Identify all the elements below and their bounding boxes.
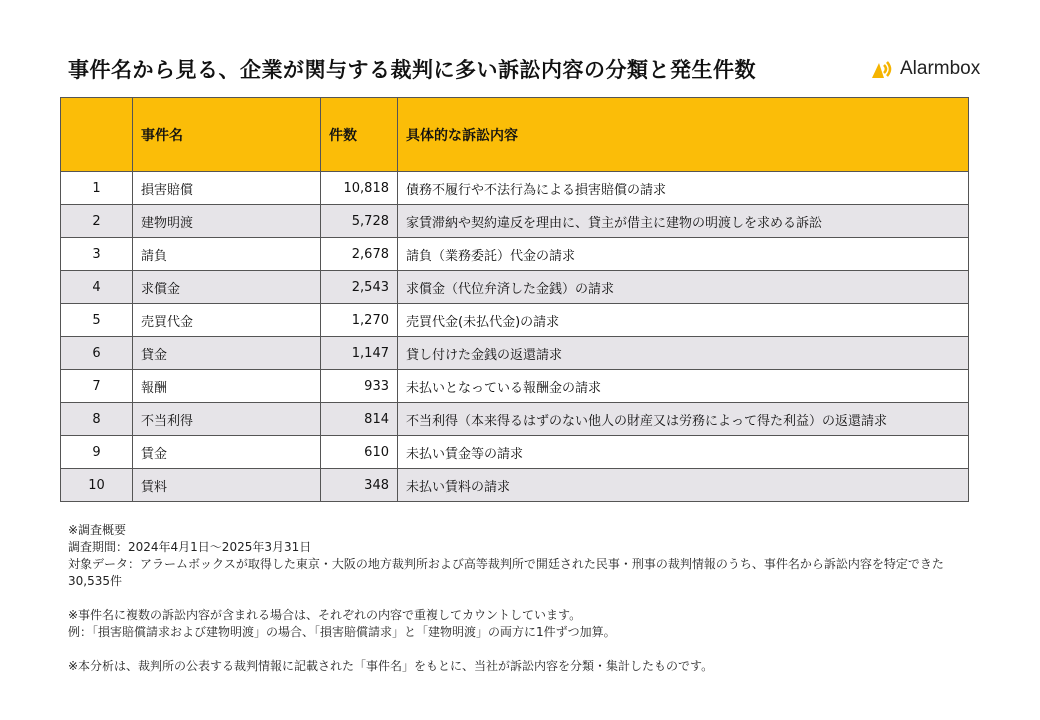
table-row xyxy=(61,271,969,304)
case-name-cell: 賃料 xyxy=(133,469,321,502)
rank-cell: 2 xyxy=(61,205,133,238)
notes-target: 対象データ：アラームボックスが取得した東京・大阪の地方裁判所および高等裁判所で開廷された民事・刑事の裁判情報のうち、事件名から訴訟内容を特定できた30,535件 xyxy=(68,557,944,588)
rank-cell: 10 xyxy=(61,469,133,502)
count-cell: 1,270 xyxy=(321,304,398,337)
detail-cell: 未払い賃金等の請求 xyxy=(398,436,969,469)
logo-text: Alarmbox xyxy=(900,58,981,79)
count-cell: 610 xyxy=(321,436,398,469)
rank-cell: 9 xyxy=(61,436,133,469)
page-title: 事件名から見る、企業が関与する裁判に多い訴訟内容の分類と発生件数 xyxy=(68,58,756,82)
table-row xyxy=(61,238,969,271)
table-row xyxy=(61,403,969,436)
case-name-cell: 請負 xyxy=(133,238,321,271)
count-cell: 2,543 xyxy=(321,271,398,304)
count-cell: 814 xyxy=(321,403,398,436)
case-name-cell: 売買代金 xyxy=(133,304,321,337)
col-rank xyxy=(61,98,133,172)
notes-period: 調査期間：2024年4月1日〜2025年3月31日 xyxy=(68,540,312,554)
rank-cell: 8 xyxy=(61,403,133,436)
rank-cell: 4 xyxy=(61,271,133,304)
case-name-cell: 報酬 xyxy=(133,370,321,403)
col-count: 件数 xyxy=(321,98,398,172)
detail-cell: 不当利得（本来得るはずのない他人の財産又は労務によって得た利益）の返還請求 xyxy=(398,403,969,436)
count-cell: 5,728 xyxy=(321,205,398,238)
rank-cell: 6 xyxy=(61,337,133,370)
rank-cell: 5 xyxy=(61,304,133,337)
table-row xyxy=(61,337,969,370)
detail-cell: 債務不履行や不法行為による損害賠償の請求 xyxy=(398,172,969,205)
case-name-cell: 賃金 xyxy=(133,436,321,469)
col-detail: 具体的な訴訟内容 xyxy=(398,98,969,172)
table-row xyxy=(61,370,969,403)
rank-cell: 3 xyxy=(61,238,133,271)
table-row xyxy=(61,436,969,469)
table-row xyxy=(61,172,969,205)
lawsuit-table xyxy=(60,97,969,502)
count-cell: 348 xyxy=(321,469,398,502)
detail-cell: 未払い賃料の請求 xyxy=(398,469,969,502)
detail-cell: 貸し付けた金銭の返還請求 xyxy=(398,337,969,370)
case-name-cell: 求償金 xyxy=(133,271,321,304)
rank-cell: 1 xyxy=(61,172,133,205)
case-name-cell: 不当利得 xyxy=(133,403,321,436)
detail-cell: 未払いとなっている報酬金の請求 xyxy=(398,370,969,403)
notes-duplicate: ※事件名に複数の訴訟内容が含まれる場合は、それぞれの内容で重複してカウントしています。 xyxy=(68,608,582,622)
case-name-cell: 損害賠償 xyxy=(133,172,321,205)
count-cell: 2,678 xyxy=(321,238,398,271)
table-row xyxy=(61,469,969,502)
notes-heading: ※調査概要 xyxy=(68,523,127,537)
alarm-signal-icon xyxy=(870,59,896,79)
detail-cell: 求償金（代位弁済した金銭）の請求 xyxy=(398,271,969,304)
table-row xyxy=(61,304,969,337)
rank-cell: 7 xyxy=(61,370,133,403)
detail-cell: 売買代金(未払代金)の請求 xyxy=(398,304,969,337)
alarmbox-logo xyxy=(870,58,980,80)
table-row xyxy=(61,205,969,238)
notes-example: 例：「損害賠償請求および建物明渡」の場合、「損害賠償請求」と「建物明渡」の両方に1件ずつ加算。 xyxy=(68,625,616,639)
col-case-name: 事件名 xyxy=(133,98,321,172)
detail-cell: 請負（業務委託）代金の請求 xyxy=(398,238,969,271)
notes-method: ※本分析は、裁判所の公表する裁判情報に記載された「事件名」をもとに、当社が訴訟内容を分類・集計したものです。 xyxy=(68,659,714,673)
survey-notes xyxy=(68,522,968,675)
count-cell: 1,147 xyxy=(321,337,398,370)
table-header xyxy=(61,98,969,172)
case-name-cell: 貸金 xyxy=(133,337,321,370)
detail-cell: 家賃滞納や契約違反を理由に、貸主が借主に建物の明渡しを求める訴訟 xyxy=(398,205,969,238)
case-name-cell: 建物明渡 xyxy=(133,205,321,238)
count-cell: 10,818 xyxy=(321,172,398,205)
count-cell: 933 xyxy=(321,370,398,403)
